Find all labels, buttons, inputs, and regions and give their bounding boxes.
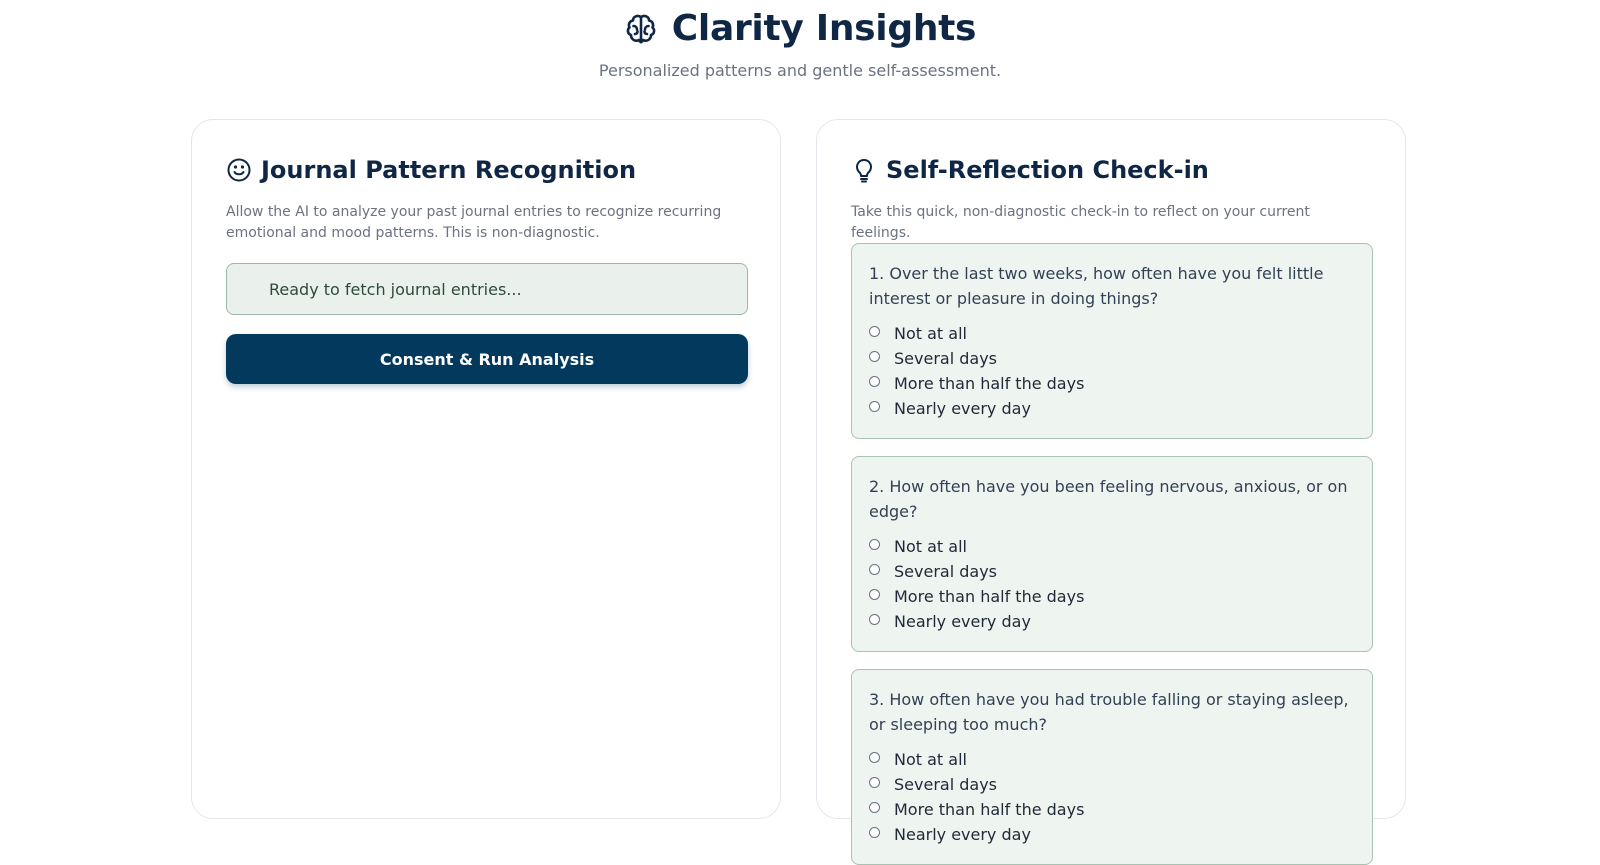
option-label: Nearly every day (894, 399, 1031, 418)
self-reflection-card (816, 119, 1406, 844)
option-label: Not at all (894, 324, 967, 343)
radio-button[interactable] (869, 752, 880, 763)
question-text: 3. How often have you had trouble falling or staying asleep, or sleeping too much? (869, 690, 1349, 734)
radio-button[interactable] (869, 614, 880, 625)
option-nearly-every-day[interactable] (869, 822, 1084, 847)
radio-button[interactable] (869, 827, 880, 838)
checkin-card-title: Self-Reflection Check-in (886, 156, 1209, 184)
page-subtitle: Personalized patterns and gentle self-assessment. (598, 61, 1002, 80)
option-not-at-all[interactable] (869, 321, 1084, 346)
option-label: More than half the days (894, 587, 1085, 606)
question-text: 2. How often have you been feeling nervous, anxious, or on edge? (869, 477, 1348, 521)
radio-button[interactable] (869, 539, 880, 550)
radio-button[interactable] (869, 376, 880, 387)
option-more-than-half[interactable] (869, 584, 1084, 609)
answer-options (869, 321, 1084, 421)
option-nearly-every-day[interactable] (869, 609, 1084, 634)
option-not-at-all[interactable] (869, 534, 1084, 559)
app-title-row (0, 6, 1600, 52)
option-label: Several days (894, 349, 997, 368)
radio-button[interactable] (869, 326, 880, 337)
question-1 (851, 243, 1373, 439)
radio-button[interactable] (869, 802, 880, 813)
option-label: Nearly every day (894, 825, 1031, 844)
question-2 (851, 456, 1373, 652)
option-several-days[interactable] (869, 346, 1084, 371)
brain-icon (624, 12, 658, 46)
lightbulb-icon (851, 157, 877, 183)
question-text: 1. Over the last two weeks, how often have you felt little interest or pleasure in doing things? (869, 264, 1324, 308)
option-label: Several days (894, 775, 997, 794)
option-label: Not at all (894, 750, 967, 769)
option-more-than-half[interactable] (869, 371, 1084, 396)
journal-card-title: Journal Pattern Recognition (261, 156, 637, 184)
radio-button[interactable] (869, 401, 880, 412)
option-not-at-all[interactable] (869, 747, 1084, 772)
journal-pattern-card (191, 119, 781, 819)
radio-button[interactable] (869, 351, 880, 362)
checkin-card-description: Take this quick, non-diagnostic check-in to reflect on your current feelings. (851, 204, 1310, 241)
option-nearly-every-day[interactable] (869, 396, 1084, 421)
consent-run-analysis-button[interactable]: Consent & Run Analysis (226, 334, 748, 384)
radio-button[interactable] (869, 777, 880, 788)
journal-status-box: Ready to fetch journal entries... (226, 263, 748, 315)
radio-button[interactable] (869, 564, 880, 575)
answer-options (869, 534, 1084, 634)
smiley-icon (226, 157, 252, 183)
journal-card-header (226, 154, 636, 186)
option-several-days[interactable] (869, 772, 1084, 797)
option-label: More than half the days (894, 374, 1085, 393)
option-more-than-half[interactable] (869, 797, 1084, 822)
option-label: More than half the days (894, 800, 1085, 819)
journal-card-description: Allow the AI to analyze your past journal entries to recognize recurring emotional and mood patterns. This is non-diagnostic. (226, 204, 722, 241)
checkin-card-header (851, 154, 1209, 186)
radio-button[interactable] (869, 589, 880, 600)
option-label: Not at all (894, 537, 967, 556)
option-label: Several days (894, 562, 997, 581)
page-title: Clarity Insights (671, 8, 977, 49)
answer-options (869, 747, 1084, 847)
question-3 (851, 669, 1373, 865)
option-label: Nearly every day (894, 612, 1031, 631)
option-several-days[interactable] (869, 559, 1084, 584)
